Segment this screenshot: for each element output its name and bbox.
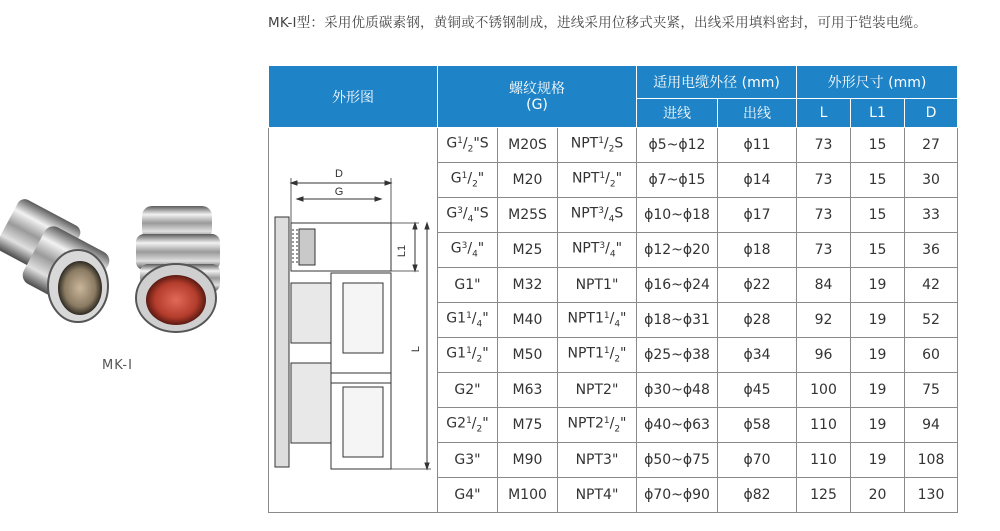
npt-main: NPT3" bbox=[575, 452, 619, 468]
g-sub: 4 bbox=[476, 319, 483, 330]
outlet-cell: ϕ18 bbox=[718, 233, 797, 268]
g-sub: 4 bbox=[467, 214, 474, 225]
npt-sub: 4 bbox=[608, 214, 615, 225]
npt-sup: 1 bbox=[598, 136, 604, 147]
npt-sub: 2 bbox=[614, 424, 621, 435]
npt-sup: 1 bbox=[603, 346, 610, 357]
g-sup: 1 bbox=[466, 311, 472, 322]
outlet-cell: ϕ45 bbox=[718, 373, 797, 408]
g-tail: "S bbox=[473, 205, 489, 222]
thread-npt-cell bbox=[558, 128, 637, 163]
npt-sub: 2 bbox=[609, 179, 616, 190]
fraction-slash: / bbox=[462, 205, 468, 222]
L1-cell: 20 bbox=[851, 478, 905, 513]
npt-main: NPT1" bbox=[575, 277, 619, 293]
npt-tail: S bbox=[614, 205, 624, 222]
npt-tail: " bbox=[615, 240, 623, 257]
D-cell: 33 bbox=[905, 198, 958, 233]
npt-main: NPT1 bbox=[567, 345, 604, 362]
header-thread bbox=[438, 66, 637, 128]
inlet-cell: ϕ5~ϕ12 bbox=[637, 128, 718, 163]
spec-table bbox=[268, 65, 958, 513]
g-main: G1 bbox=[446, 345, 467, 362]
g-main: G3" bbox=[454, 452, 481, 468]
thread-npt-cell bbox=[558, 233, 637, 268]
thread-g-cell bbox=[438, 373, 498, 408]
gland-photo-left bbox=[0, 196, 113, 322]
photo-caption: MK-Ⅰ bbox=[102, 358, 133, 373]
L1-cell: 19 bbox=[851, 303, 905, 338]
g-main: G bbox=[446, 205, 458, 222]
g-sub: 2 bbox=[476, 424, 483, 435]
thread-g-cell bbox=[438, 268, 498, 303]
thread-m-cell: M25 bbox=[498, 233, 558, 268]
thread-g-cell bbox=[438, 338, 498, 373]
fraction-slash: / bbox=[609, 310, 615, 327]
g-main: G bbox=[446, 135, 458, 152]
D-cell: 60 bbox=[905, 338, 958, 373]
fraction-slash: / bbox=[603, 205, 609, 222]
g-sub: 4 bbox=[472, 249, 478, 260]
g-tail: "S bbox=[473, 135, 489, 152]
g-tail: " bbox=[482, 310, 489, 327]
D-cell: 36 bbox=[905, 233, 958, 268]
L1-cell: 15 bbox=[851, 128, 905, 163]
thread-m-cell: M20S bbox=[498, 128, 558, 163]
technical-drawing-cell bbox=[269, 128, 438, 513]
thread-npt-cell bbox=[558, 338, 637, 373]
npt-sup: 3 bbox=[598, 206, 604, 217]
npt-main: NPT bbox=[571, 170, 600, 187]
L1-cell: 19 bbox=[851, 338, 905, 373]
inlet-cell: ϕ7~ϕ15 bbox=[637, 163, 718, 198]
thread-g-cell bbox=[438, 198, 498, 233]
outlet-cell: ϕ34 bbox=[718, 338, 797, 373]
thread-m-cell: M75 bbox=[498, 408, 558, 443]
thread-npt-cell bbox=[558, 373, 637, 408]
npt-main: NPT2 bbox=[567, 415, 604, 432]
thread-g-cell bbox=[438, 303, 498, 338]
g-main: G1 bbox=[446, 310, 467, 327]
D-cell: 75 bbox=[905, 373, 958, 408]
header-inlet: 进线 bbox=[637, 99, 718, 128]
thread-m-cell: M63 bbox=[498, 373, 558, 408]
L-cell: 73 bbox=[797, 233, 851, 268]
npt-main: NPT1 bbox=[567, 310, 604, 327]
L-cell: 110 bbox=[797, 408, 851, 443]
fraction-slash: / bbox=[605, 240, 610, 257]
fraction-slash: / bbox=[462, 135, 468, 152]
inlet-cell: ϕ12~ϕ20 bbox=[637, 233, 718, 268]
outlet-cell: ϕ70 bbox=[718, 443, 797, 478]
inlet-cell: ϕ25~ϕ38 bbox=[637, 338, 718, 373]
g-tail: " bbox=[477, 240, 485, 257]
outlet-cell: ϕ14 bbox=[718, 163, 797, 198]
g-sub: 2 bbox=[467, 144, 474, 155]
L-cell: 73 bbox=[797, 128, 851, 163]
fraction-slash: / bbox=[609, 345, 615, 362]
L-cell: 110 bbox=[797, 443, 851, 478]
inlet-cell: ϕ16~ϕ24 bbox=[637, 268, 718, 303]
g-main: G2 bbox=[446, 415, 467, 432]
npt-sub: 4 bbox=[614, 319, 621, 330]
npt-main: NPT bbox=[570, 135, 599, 152]
npt-sub: 2 bbox=[614, 354, 621, 365]
thread-g-cell bbox=[438, 163, 498, 198]
inlet-cell: ϕ30~ϕ48 bbox=[637, 373, 718, 408]
g-sup: 1 bbox=[457, 136, 463, 147]
thread-g-cell bbox=[438, 478, 498, 513]
thread-m-cell: M40 bbox=[498, 303, 558, 338]
D-cell: 27 bbox=[905, 128, 958, 163]
L-cell: 96 bbox=[797, 338, 851, 373]
header-D: D bbox=[905, 99, 958, 128]
npt-sub: 2 bbox=[608, 144, 615, 155]
L1-cell: 19 bbox=[851, 268, 905, 303]
thread-m-cell: M20 bbox=[498, 163, 558, 198]
inlet-cell: ϕ50~ϕ75 bbox=[637, 443, 718, 478]
outlet-cell: ϕ11 bbox=[718, 128, 797, 163]
g-main: G bbox=[450, 170, 462, 187]
npt-main: NPT bbox=[570, 205, 599, 222]
outlet-cell: ϕ22 bbox=[718, 268, 797, 303]
fraction-slash: / bbox=[471, 310, 477, 327]
g-sub: 2 bbox=[476, 354, 483, 365]
header-L1: L1 bbox=[851, 99, 905, 128]
inlet-cell: ϕ18~ϕ31 bbox=[637, 303, 718, 338]
g-sup: 1 bbox=[466, 416, 472, 427]
inlet-cell: ϕ10~ϕ18 bbox=[637, 198, 718, 233]
thread-npt-cell bbox=[558, 198, 637, 233]
L-cell: 92 bbox=[797, 303, 851, 338]
fraction-slash: / bbox=[467, 240, 473, 257]
fraction-slash: / bbox=[471, 345, 477, 362]
fraction-slash: / bbox=[603, 135, 609, 152]
thread-npt-cell bbox=[558, 443, 637, 478]
technical-drawing bbox=[269, 133, 437, 503]
L1-cell: 15 bbox=[851, 198, 905, 233]
product-description: MK-Ⅰ型：采用优质碳素钢，黄铜或不锈钢制成，进线采用位移式夹紧，出线采用填料密封，可用于铠装电缆。 bbox=[268, 15, 927, 31]
fraction-slash: / bbox=[609, 415, 615, 432]
g-tail: " bbox=[477, 170, 485, 187]
g-main: G1" bbox=[454, 277, 481, 293]
outlet-cell: ϕ82 bbox=[718, 478, 797, 513]
npt-tail: S bbox=[614, 135, 624, 152]
npt-main: NPT4" bbox=[575, 487, 619, 503]
thread-g-cell bbox=[438, 408, 498, 443]
D-cell: 42 bbox=[905, 268, 958, 303]
L-cell: 73 bbox=[797, 198, 851, 233]
npt-sup: 1 bbox=[603, 416, 610, 427]
thread-g-cell bbox=[438, 128, 498, 163]
thread-npt-cell bbox=[558, 408, 637, 443]
thread-g-cell bbox=[438, 443, 498, 478]
npt-tail: " bbox=[620, 310, 627, 327]
D-cell: 30 bbox=[905, 163, 958, 198]
product-photo bbox=[0, 188, 232, 348]
npt-sub: 4 bbox=[609, 249, 616, 260]
g-main: G4" bbox=[454, 487, 481, 503]
g-sup: 3 bbox=[461, 241, 468, 252]
inlet-cell: ϕ70~ϕ90 bbox=[637, 478, 718, 513]
g-main: G2" bbox=[454, 382, 481, 398]
D-cell: 52 bbox=[905, 303, 958, 338]
thread-m-cell: M90 bbox=[498, 443, 558, 478]
L1-cell: 19 bbox=[851, 443, 905, 478]
header-dims: 外形尺寸 (mm) bbox=[797, 66, 958, 99]
label-D: D bbox=[335, 168, 343, 180]
fraction-slash: / bbox=[605, 170, 610, 187]
thread-npt-cell bbox=[558, 163, 637, 198]
gland-photo-right bbox=[136, 206, 220, 332]
thread-g-cell bbox=[438, 233, 498, 268]
g-tail: " bbox=[482, 345, 489, 362]
g-sub: 2 bbox=[472, 179, 478, 190]
thread-m-cell: M32 bbox=[498, 268, 558, 303]
table-row bbox=[269, 128, 958, 163]
thread-npt-cell bbox=[558, 303, 637, 338]
outlet-cell: ϕ58 bbox=[718, 408, 797, 443]
inlet-cell: ϕ40~ϕ63 bbox=[637, 408, 718, 443]
npt-sup: 1 bbox=[599, 171, 606, 182]
npt-sup: 1 bbox=[603, 311, 610, 322]
thread-npt-cell bbox=[558, 268, 637, 303]
npt-tail: " bbox=[620, 415, 627, 432]
L1-cell: 15 bbox=[851, 233, 905, 268]
header-L: L bbox=[797, 99, 851, 128]
npt-main: NPT bbox=[571, 240, 600, 257]
label-L1: L1 bbox=[396, 244, 408, 258]
D-cell: 94 bbox=[905, 408, 958, 443]
g-sup: 1 bbox=[461, 171, 468, 182]
npt-tail: " bbox=[620, 345, 627, 362]
L-cell: 73 bbox=[797, 163, 851, 198]
header-outlet: 出线 bbox=[718, 99, 797, 128]
g-sup: 1 bbox=[466, 346, 472, 357]
npt-tail: " bbox=[615, 170, 623, 187]
D-cell: 108 bbox=[905, 443, 958, 478]
label-G: G bbox=[334, 186, 344, 198]
header-shape: 外形图 bbox=[269, 66, 438, 128]
L1-cell: 19 bbox=[851, 373, 905, 408]
fraction-slash: / bbox=[467, 170, 473, 187]
L-cell: 100 bbox=[797, 373, 851, 408]
header-cable-od: 适用电缆外径 (mm) bbox=[637, 66, 797, 99]
thread-m-cell: M100 bbox=[498, 478, 558, 513]
L-cell: 125 bbox=[797, 478, 851, 513]
npt-sup: 3 bbox=[599, 241, 606, 252]
g-sup: 3 bbox=[457, 206, 463, 217]
L-cell: 84 bbox=[797, 268, 851, 303]
D-cell: 130 bbox=[905, 478, 958, 513]
npt-main: NPT2" bbox=[575, 382, 619, 398]
outlet-cell: ϕ28 bbox=[718, 303, 797, 338]
thread-m-cell: M25S bbox=[498, 198, 558, 233]
L1-cell: 15 bbox=[851, 163, 905, 198]
thread-m-cell: M50 bbox=[498, 338, 558, 373]
outlet-cell: ϕ17 bbox=[718, 198, 797, 233]
fraction-slash: / bbox=[471, 415, 477, 432]
g-tail: " bbox=[482, 415, 489, 432]
thread-npt-cell bbox=[558, 478, 637, 513]
spec-table-body bbox=[269, 128, 958, 513]
L1-cell: 19 bbox=[851, 408, 905, 443]
header-thread-label: 螺纹规格 bbox=[509, 80, 565, 97]
header-thread-unit: (G) bbox=[526, 96, 548, 113]
g-main: G bbox=[450, 240, 462, 257]
label-L: L bbox=[410, 345, 422, 353]
